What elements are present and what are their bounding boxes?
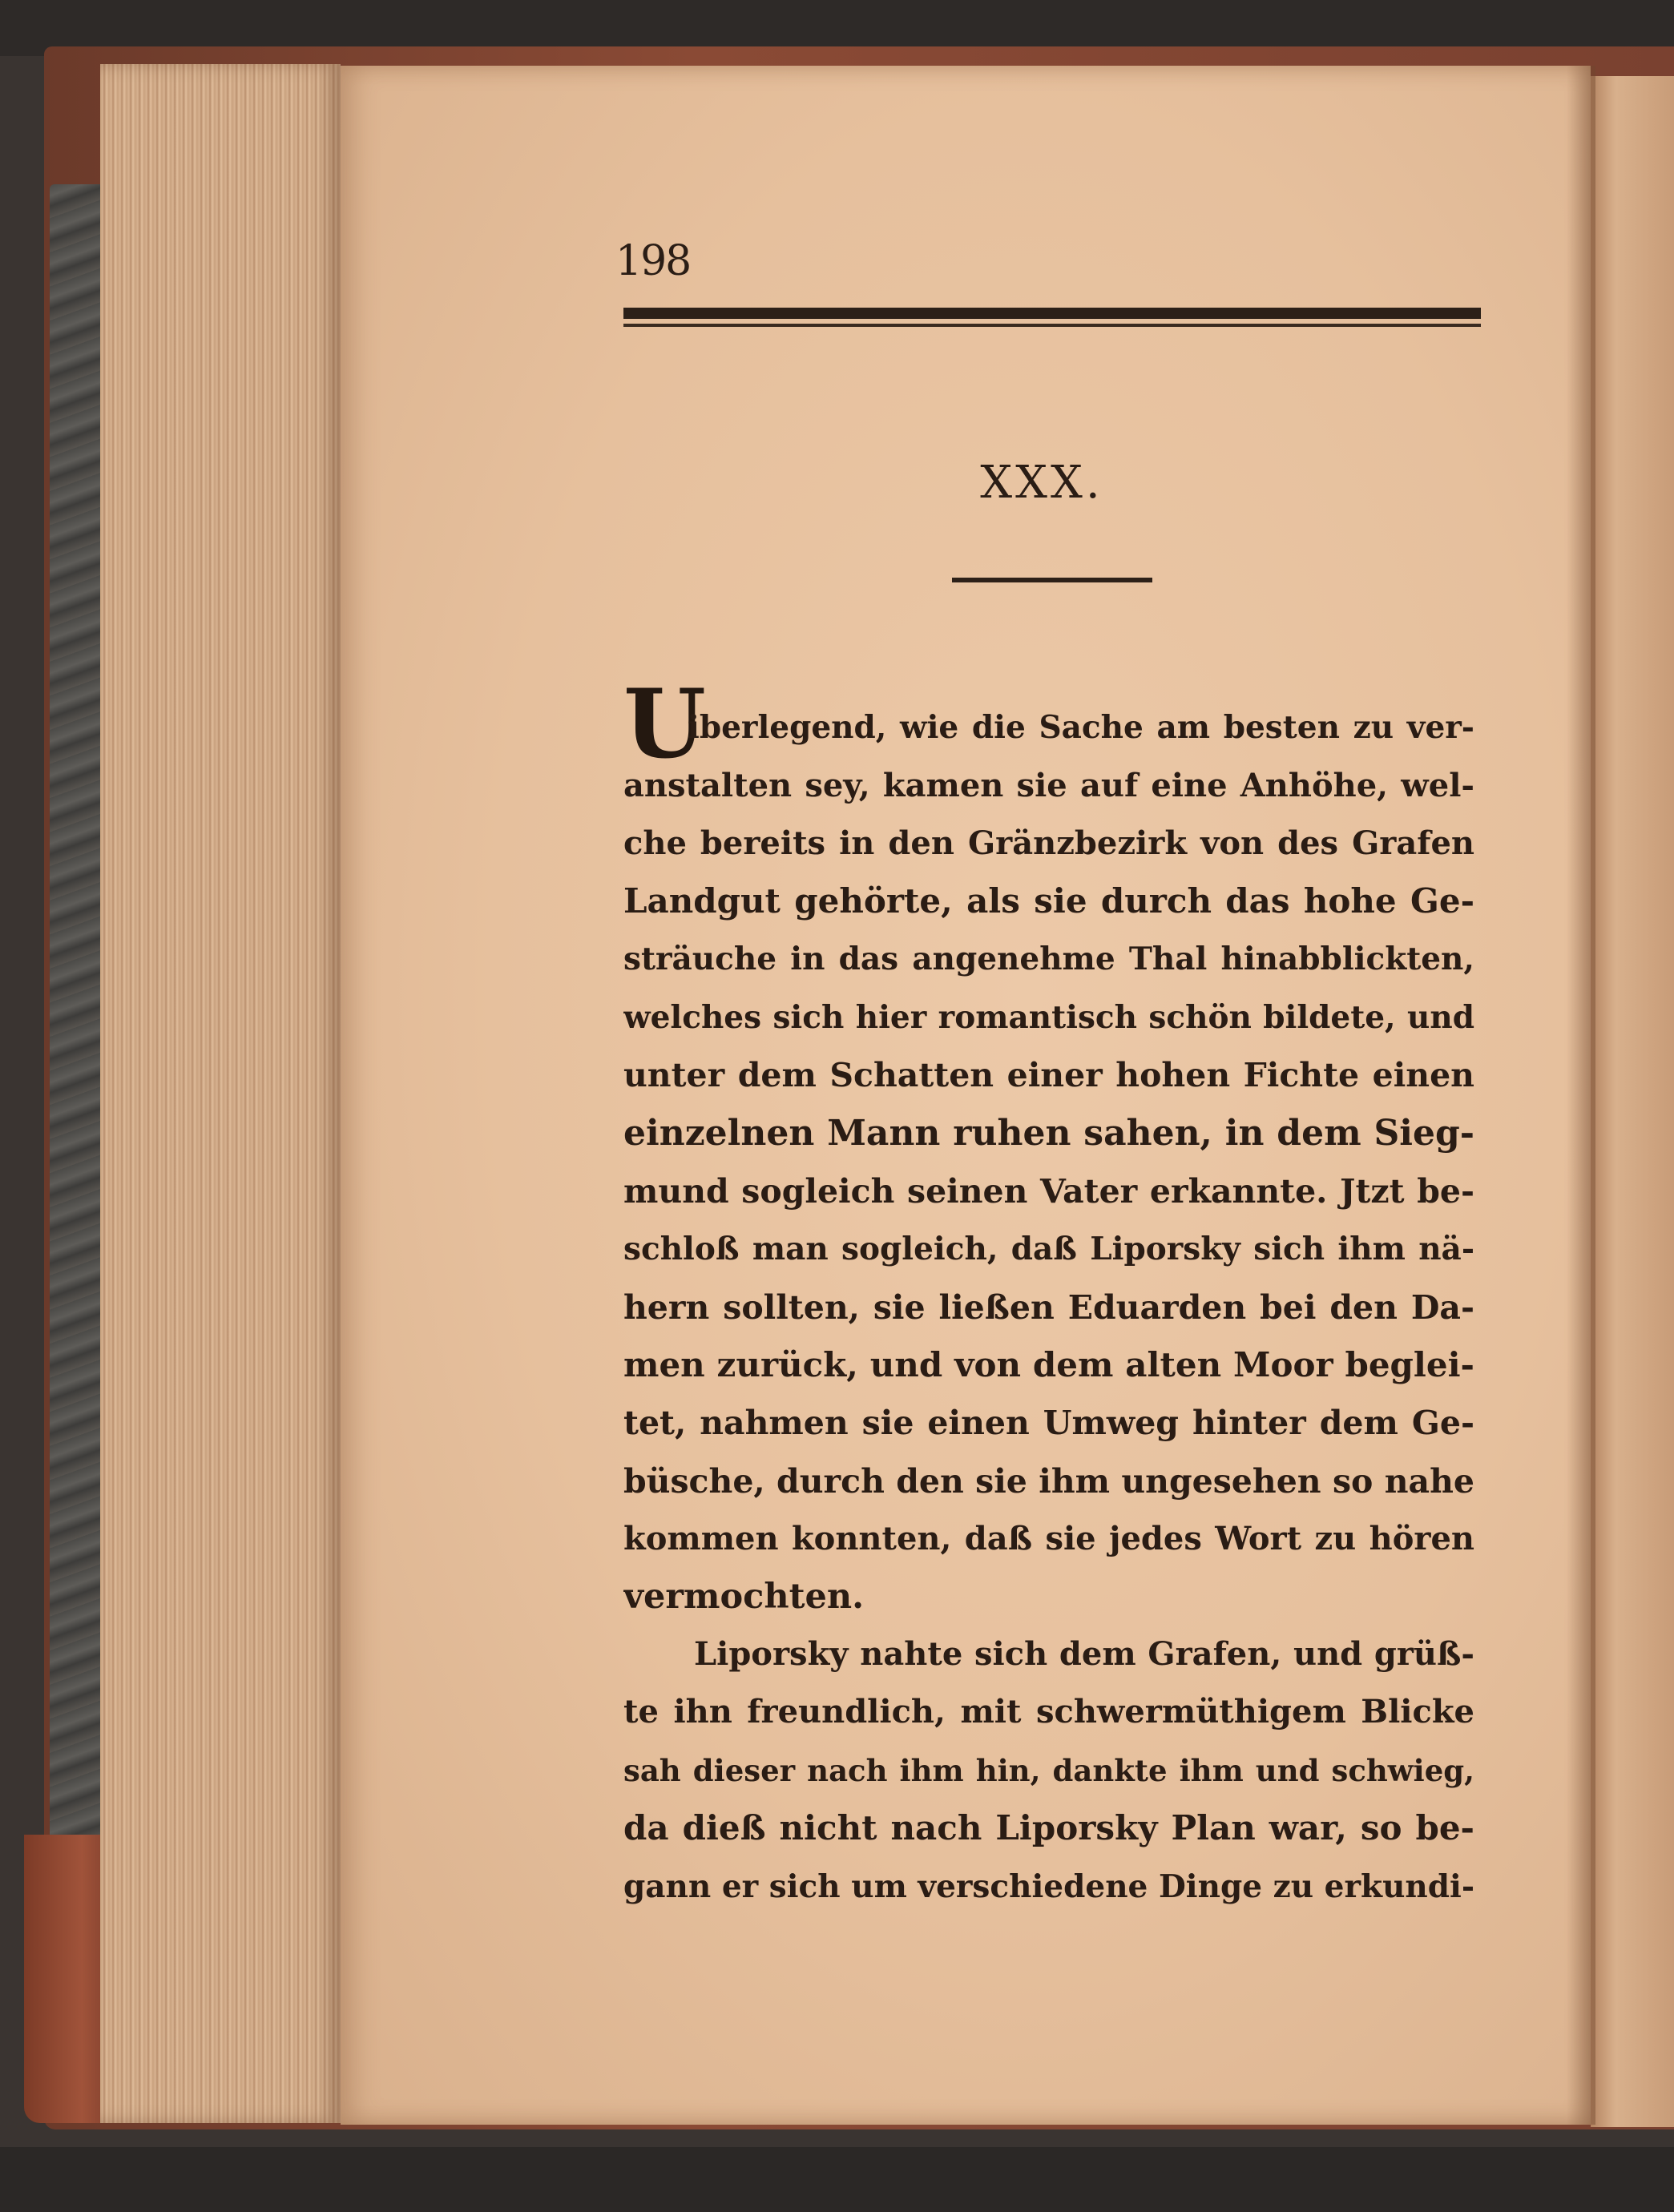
text-line: welches sich hier romantisch schön bildete, und <box>623 999 1474 1036</box>
header-rule <box>623 308 1481 319</box>
facing-page-edge <box>1591 76 1674 2127</box>
page-number: 198 <box>615 237 691 285</box>
text-line: sträuche in das angenehme Thal hinabblickten, <box>623 941 1474 977</box>
text-line: hern sollten, sie ließen Eduarden bei den Da- <box>623 1288 1474 1327</box>
drop-cap: U <box>623 668 706 780</box>
page-edges <box>100 64 341 2123</box>
header-rule-thin <box>623 324 1481 327</box>
text-line: büsche, durch den sie ihm ungesehen so nahe <box>623 1462 1474 1501</box>
text-line: anstalten sey, kamen sie auf eine Anhöhe, wel- <box>623 767 1474 804</box>
text-line: mund sogleich seinen Vater erkannte. Jtzt be- <box>623 1172 1474 1211</box>
chapter-rule <box>952 578 1152 582</box>
text-line: vermochten. <box>623 1577 864 1617</box>
text-line: schloß man sogleich, daß Liporsky sich ihm nä- <box>623 1231 1474 1267</box>
text-line: Landgut gehörte, als sie durch das hohe Ge- <box>623 881 1474 921</box>
text-line: men zurück, und von dem alten Moor beglei- <box>623 1345 1474 1384</box>
text-line: Liporsky nahte sich dem Grafen, und grüß- <box>694 1635 1474 1673</box>
chapter-heading: XXX. <box>980 457 1103 509</box>
text-line: te ihn freundlich, mit schwermüthigem Blicke <box>623 1693 1474 1731</box>
text-line: iberlegend, wie die Sache am besten zu ver- <box>688 709 1474 746</box>
gutter-shadow <box>1567 66 1595 2125</box>
text-line: einzelnen Mann ruhen sahen, in dem Sieg- <box>623 1113 1474 1154</box>
scan-background-bottom <box>0 2147 1674 2212</box>
text-line: da dieß nicht nach Liporsky Plan war, so be- <box>623 1808 1474 1847</box>
text-line: che bereits in den Gränzbezirk von des Grafen <box>623 824 1474 862</box>
text-line: gann er sich um verschiedene Dinge zu erkundi- <box>623 1868 1474 1905</box>
text-line: unter dem Schatten einer hohen Fichte einen <box>623 1056 1474 1094</box>
text-line: sah dieser nach ihm hin, dankte ihm und schwieg, <box>623 1753 1474 1788</box>
text-line: tet, nahmen sie einen Umweg hinter dem Ge- <box>623 1404 1474 1442</box>
text-line: kommen konnten, daß sie jedes Wort zu hören <box>623 1520 1474 1557</box>
